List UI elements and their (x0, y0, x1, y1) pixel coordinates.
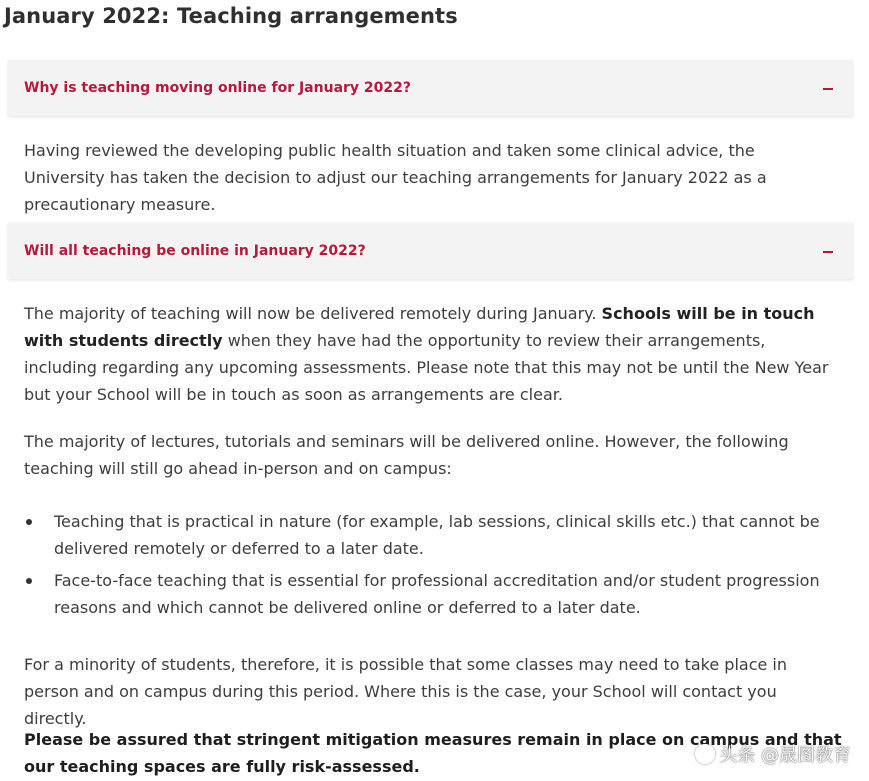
watermark-text: 头条 @晟图教育 (719, 745, 851, 766)
answer-paragraph-2: The majority of lectures, tutorials and seminars will be delivered online. However, the following teaching will still go ahead in-person and on campus: (24, 432, 789, 478)
accordion-header-why-online[interactable] (8, 60, 853, 116)
accordion-header-all-online[interactable] (8, 223, 853, 279)
watermark (695, 741, 851, 767)
answer-paragraph-1 (24, 300, 832, 408)
accordion-question: Will all teaching be online in January 2022? (24, 243, 366, 259)
answer-paragraph-4: Please be assured that stringent mitigation measures remain in place on campus and that our teaching spaces are fully risk-assessed. (24, 730, 842, 776)
accordion-answer-paragraph: Having reviewed the developing public health situation and taken some clinical advice, the University has taken the decision to adjust our teaching arrangements for January 2022 as a precautionary measure. (24, 141, 767, 214)
list-item-text: Teaching that is practical in nature (for example, lab sessions, clinical skills etc.) that cannot be delivered remotely or deferred to a later date. (54, 512, 820, 558)
page-title: January 2022: Teaching arrangements (4, 4, 458, 28)
watermark-logo-icon (695, 744, 715, 764)
list-item (24, 567, 834, 621)
list-item (24, 508, 834, 562)
teaching-exceptions-list (24, 508, 834, 626)
answer-paragraph-1-emphasis: Schools will be in touch with students directly (24, 304, 815, 350)
collapse-icon[interactable] (821, 244, 835, 258)
answer-paragraph-1-lead: The majority of teaching will now be delivered remotely during January. (24, 304, 597, 323)
collapse-icon[interactable] (821, 81, 835, 95)
bullet-icon (26, 578, 32, 584)
accordion-question: Why is teaching moving online for January 2022? (24, 80, 412, 96)
answer-paragraph-3: For a minority of students, therefore, it is possible that some classes may need to take place in person and on campus during this period. Where this is the case, your School will contact you directly. (24, 655, 788, 728)
answer-paragraph-1-tail: when they have had the opportunity to review their arrangements, including regarding any upcoming assessments. Please note that this may not be until the New Year but your School will be in touch as soon as arrangements are clear. (24, 331, 829, 404)
list-item-text: Face-to-face teaching that is essential for professional accreditation and/or student progression reasons and which cannot be delivered online or deferred to a later date. (54, 571, 820, 617)
bullet-icon (26, 519, 32, 525)
